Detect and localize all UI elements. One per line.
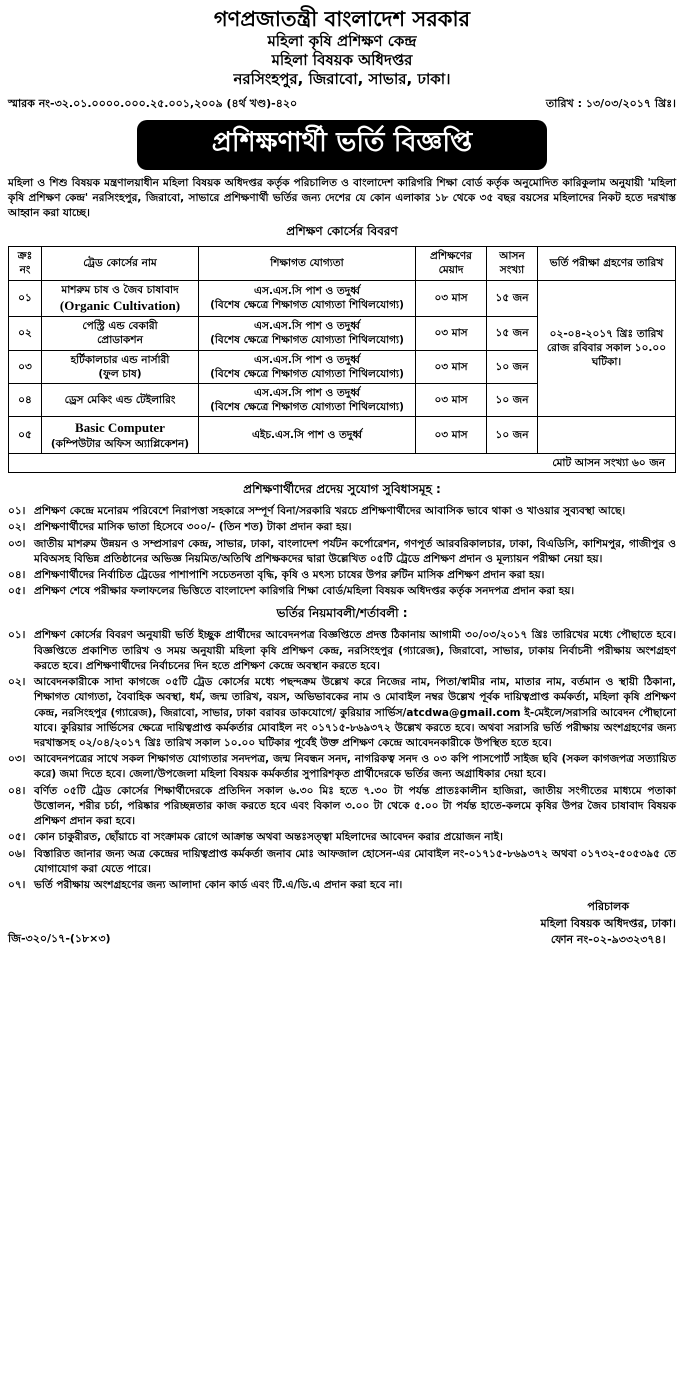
signature-block (540, 899, 676, 949)
list-item: ০২। আবেদনকারীকে সাদা কাগজে ০৫টি ট্রেড কোর্সের মধ্যে পছন্দক্রম উল্লেখ করে নিজের নাম, পিতা/স্বামীর নাম, মাতার নাম, বর্তমান ও স্থায়ী ঠিকানা, শিক্ষাগত যোগ্যতা, বৈবাহিক অবস্থা, ধর্ম, জন্ম তারিখ, বয়স, অভিভাবকের নাম ও মোবাইল নম্বর উল্লেখ পূর্বক দায়িত্বপ্রাপ্ত কর্মকর্তা, মহিলা কৃষি প্রশিক্ষণ কেন্দ্র, নরসিংহপুর (গ্যারেজ), জিরাবো, সাভার, ঢাকা বরাবর ডাকযোগে/ কুরিয়ার সার্ভিস/atcdwa@gmail.com ই-মেইলে/সরাসরি আবেদন পৌছানো যাবে। কুরিয়ার সার্ভিসের ক্ষেত্রে দায়িত্বপ্রাপ্ত কর্মকর্তার মোবাইল নং ০১৭১৫-৮৬৯৩৭২ উল্লেখ করতে হবে। অথবা সরাসরি ভর্তি পরীক্ষায় অংশগ্রহণের জন্য দরখাস্তসহ ০২/০৪/২০১৭ খ্রিঃ তারিখ সকাল ১০.০০ ঘটিকার পূর্বেই উক্ত প্রশিক্ষণ কেন্দ্রে আবেদনকারীকে উপস্থিত হতে হবে। (8, 676, 676, 749)
reference-line (8, 95, 676, 114)
list-item: ০৩। জাতীয় মাশরুম উন্নয়ন ও সম্প্রসারণ কেন্দ্র, সাভার, ঢাকা, বাংলাদেশ পর্যটন কর্পোরেশন, গণপূর্ত আরবরিকালচার, ঢাকা, বিএডিসি, কাশিমপুর, গাজীপুর ও মবিঅসহ বিভিন্ন প্রতিষ্ঠানের অভিজ্ঞ নিয়মিত/অতিথি প্রশিক্ষকদের দ্বারা উল্লেখিত ০৫টি ট্রেডে প্রশিক্ষণ প্রদান ও মূল্যায়ন পরীক্ষা নেয়া হয়। (8, 537, 676, 565)
col-duration: প্রশিক্ষণের মেয়াদ (416, 247, 487, 280)
exam-date: ০২-০৪-২০১৭ খ্রিঃ তারিখ রোজ রবিবার সকাল ১০.০০ ঘটিকা। (538, 280, 676, 417)
row-course (42, 383, 199, 416)
row-course (42, 350, 199, 383)
row-serial: ০৩ (9, 350, 42, 383)
row-seats: ১০ জন (487, 417, 538, 454)
table-total-row (9, 453, 676, 472)
center-name: মহিলা কৃষি প্রশিক্ষণ কেন্দ্র (267, 32, 417, 51)
qualification-note: (বিশেষ ক্ষেত্রে শিক্ষাগত যোগ্যতা শিথিলযোগ্য) (210, 334, 404, 347)
course-name: ড্রেস মেকিং এন্ড টেইলারিং (64, 393, 176, 406)
signatory-title: পরিচালক (587, 900, 630, 914)
row-seats: ১৫ জন (487, 317, 538, 350)
row-qualification (199, 280, 416, 317)
qualification: এস.এস.সি পাশ ও তদুর্ধ্ব (254, 386, 360, 399)
row-duration: ০৩ মাস (416, 383, 487, 416)
course-subname: প্রোডাকশন (97, 334, 143, 347)
row-course (42, 317, 199, 350)
row-serial: ০৪ (9, 383, 42, 416)
course-name: Basic Computer (75, 420, 165, 436)
table-row (9, 417, 676, 454)
intro-paragraph: মহিলা ও শিশু বিষয়ক মন্ত্রণালয়াধীন মহিলা বিষয়ক অধিদপ্তর কর্তৃক পরিচালিত ও বাংলাদেশ কারিগরি শিক্ষা বোর্ড কর্তৃক অনুমোদিত কারিকুলাম অনুযায়ী 'মহিলা কৃষি প্রশিক্ষণ কেন্দ্র' নরসিংহপুর, জিরাবো, সাভারে প্রশিক্ষণার্থী ভর্তির জন্য দেশের যে কোন এলাকার ১৮ থেকে ৩৫ বছর বয়সের মহিলাদের নিকট হতে দরখাস্ত আহ্বান করা যাচ্ছে। (8, 176, 676, 219)
rules-title: ভর্তির নিয়মাবলী/শর্তাবলী : (276, 606, 408, 621)
row-seats: ১০ জন (487, 350, 538, 383)
course-table (8, 246, 676, 473)
list-item: ০৭। ভর্তি পরীক্ষায় অংশগ্রহণের জন্য আলাদা কোন কার্ড এবং টি.এ/ডি.এ প্রদান করা হবে না। (8, 878, 403, 891)
row-exam-empty (538, 417, 676, 454)
col-seats: আসন সংখ্যা (487, 247, 538, 280)
signatory-office: মহিলা বিষয়ক অধিদপ্তর, ঢাকা। (540, 916, 676, 930)
course-name: হর্টিকালচার এন্ড নার্সারী (70, 353, 170, 366)
table-row (9, 280, 676, 317)
col-exam-date: ভর্তি পরীক্ষা গ্রহণের তারিখ (538, 247, 676, 280)
rules-list (8, 628, 676, 893)
row-qualification (199, 350, 416, 383)
row-qualification (199, 383, 416, 416)
row-qualification (199, 317, 416, 350)
list-item: ০৫। প্রশিক্ষণ শেষে পরীক্ষার ফলাফলের ভিত্তিতে বাংলাদেশ কারিগরি শিক্ষা বোর্ড/মহিলা বিষয়ক অধিদপ্তর কর্তৃক সনদপত্র প্রদান করা হয়। (8, 585, 575, 598)
course-subname: (কম্পিউটার অফিস অ্যাপ্লিকেশন) (50, 437, 190, 450)
col-serial: ক্রঃ নং (9, 247, 42, 280)
table-header-row (9, 247, 676, 280)
notice-date: তারিখ : ১৩/০৩/২০১৭ খ্রিঃ। (545, 96, 676, 110)
course-name: পেস্ট্রি এন্ড বেকারী (82, 320, 158, 333)
print-code: জি-৩২০/১৭-(১৮×৩) (8, 931, 111, 945)
list-item: ০৪। বর্ণিত ০৫টি ট্রেড কোর্সের শিক্ষার্থীদেরকে প্রতিদিন সকাল ৬.৩০ মিঃ হতে ৭.৩০ টা পর্যন্ত প্রাতঃকালীন হাজিরা, জাতীয় সংগীতের মাধ্যমে পতাকা উত্তোলন, শরীর চর্চা, পরিষ্কার পরিচ্ছন্নতার কাজ করতে হবে এবং বিকাল ৩.০০ টা থেকে ৫.০০ টা পর্যন্ত হাতে-কলমে কৃষির উপর জৈব চাষাবাদ বিষয়ক প্রশিক্ষণ প্রদান করা হবে। (8, 784, 676, 828)
qualification: এস.এস.সি পাশ ও তদুর্ধ্ব (254, 320, 360, 333)
qualification: এইচ.এস.সি পাশ ও তদুর্ধ্ব (251, 429, 363, 442)
qualification-note: (বিশেষ ক্ষেত্রে শিক্ষাগত যোগ্যতা শিথিলযোগ্য) (210, 401, 404, 414)
notice-page (8, 0, 676, 949)
row-serial: ০২ (9, 317, 42, 350)
list-item: ০২। প্রশিক্ষণার্থীদের মাসিক ভাতা হিসেবে ৩০০/- (তিন শত) টাকা প্রদান করা হয়। (8, 521, 352, 534)
list-item: ০১। প্রশিক্ষণ কোর্সের বিবরণ অনুযায়ী ভর্তি ইচ্ছুক প্রার্থীদের আবেদনপত্র বিজ্ঞপ্তিতে প্রদত্ত ঠিকানায় আগামী ৩০/০৩/২০১৭ খ্রিঃ তারিখের মধ্যে পৌছাতে হবে। বিজ্ঞপ্তিতে প্রকাশিত তারিখ ও সময় অনুযায়ী মহিলা কৃষি প্রশিক্ষণ কেন্দ্র, নরসিংহপুর (গ্যারেজ), জিরাবো, সাভার, ঢাকায় নির্বাচনী পরীক্ষায় অংশগ্রহণ করতে হবে। প্রশিক্ষণার্থীদের নির্বাচনের দিন হতে প্রশিক্ষণ কেন্দ্রে অবস্থান করতে হবে। (8, 629, 676, 672)
qualification: এস.এস.সি পাশ ও তদুর্ধ্ব (254, 285, 360, 298)
list-item: ০৪। প্রশিক্ষণার্থীদের নির্বাচিত ট্রেডের পাশাপাশি সচেতনতা বৃদ্ধি, কৃষি ও মৎস্য চাষের উপর রুটিন মাসিক প্রশিক্ষণ প্রদান করা হয়। (8, 569, 545, 582)
notice-banner: প্রশিক্ষণার্থী ভর্তি বিজ্ঞপ্তি (137, 120, 547, 170)
signatory-phone: ফোন নং-০২-৯৩৩২৩৭৪। (550, 933, 666, 947)
col-qualification: শিক্ষাগত যোগ্যতা (199, 247, 416, 280)
col-course: ট্রেড কোর্সের নাম (42, 247, 199, 280)
row-serial: ০১ (9, 280, 42, 317)
qualification-note: (বিশেষ ক্ষেত্রে শিক্ষাগত যোগ্যতা শিথিলযোগ্য) (210, 367, 404, 380)
department-name: মহিলা বিষয়ক অধিদপ্তর (271, 51, 413, 69)
row-duration: ০৩ মাস (416, 350, 487, 383)
row-duration: ০৩ মাস (416, 417, 487, 454)
qualification-note: (বিশেষ ক্ষেত্রে শিক্ষাগত যোগ্যতা শিথিলযোগ্য) (210, 299, 404, 312)
memo-number: স্মারক নং-৩২.০১.০০০০.০০০.২৫.০০১,২০০৯ (৪র্থ খণ্ড)-৪২০ (8, 96, 298, 110)
course-subname: (Organic Cultivation) (59, 297, 181, 313)
address: নরসিংহপুর, জিরাবো, সাভার, ঢাকা। (233, 69, 451, 88)
benefits-title: প্রশিক্ষণার্থীদের প্রদেয় সুযোগ সুবিধাসমূহ : (243, 482, 441, 497)
list-item: ০৫। কোন চাকুরীরত, ছোঁয়াচে বা সংক্রামক রোগে আক্রান্ত অথবা অন্তঃসত্ত্বা মহিলাদের আবেদন করার প্রয়োজন নাই। (8, 831, 503, 844)
row-qualification (199, 417, 416, 454)
row-duration: ০৩ মাস (416, 280, 487, 317)
row-seats: ১৫ জন (487, 280, 538, 317)
qualification: এস.এস.সি পাশ ও তদুর্ধ্ব (254, 353, 360, 366)
footer (8, 899, 676, 949)
govt-title: গণপ্রজাতন্ত্রী বাংলাদেশ সরকার (213, 7, 471, 31)
list-item: ০৬। বিস্তারিত জানার জন্য অত্র কেন্দ্রের দায়িত্বপ্রাপ্ত কর্মকর্তা জনাব মোঃ আফজাল হোসেন-এর মোবাইল নং-০১৭১৫-৮৬৯৩৭২ অথবা ০১৭৩২-৫০৫৩৯৫ তে যোগাযোগ করা যেতে পারে। (8, 847, 676, 875)
row-course (42, 417, 199, 454)
course-section-title: প্রশিক্ষণ কোর্সের বিবরণ (286, 224, 398, 239)
row-seats: ১০ জন (487, 383, 538, 416)
header (8, 6, 676, 89)
row-duration: ০৩ মাস (416, 317, 487, 350)
course-name: মাশরুম চাষ ও জৈব চাষাবাদ (61, 283, 179, 296)
course-subname: (ফুল চাষ) (98, 367, 142, 380)
benefits-list (8, 504, 676, 599)
total-seats: মোট আসন সংখ্যা ৬০ জন (9, 453, 676, 472)
row-course (42, 280, 199, 317)
row-serial: ০৫ (9, 417, 42, 454)
list-item: ০১। প্রশিক্ষণ কেন্দ্রে মনোরম পরিবেশে নিরাপত্তা সহকারে সম্পূর্ণ বিনা/সরকারি খরচে প্রশিক্ষণার্থীদের আবাসিক ভাবে থাকা ও খাওয়ার সুব্যবস্থা আছে। (8, 505, 626, 518)
list-item: ০৩। আবেদনপত্রের সাথে সকল শিক্ষাগত যোগ্যতার সনদপত্র, জন্ম নিবন্ধন সনদ, নাগরিকত্ব সনদ ও ০৩ কপি পাসপোর্ট সাইজ ছবি (সকল কাগজপত্র সত্যায়িত করে) জমা দিতে হবে। জেলা/উপজেলা মহিলা বিষয়ক কর্মকর্তার সুপারিশকৃত প্রার্থীদেরকে ভর্তির জন্য অগ্রাধিকার দেয়া হবে। (8, 753, 676, 781)
